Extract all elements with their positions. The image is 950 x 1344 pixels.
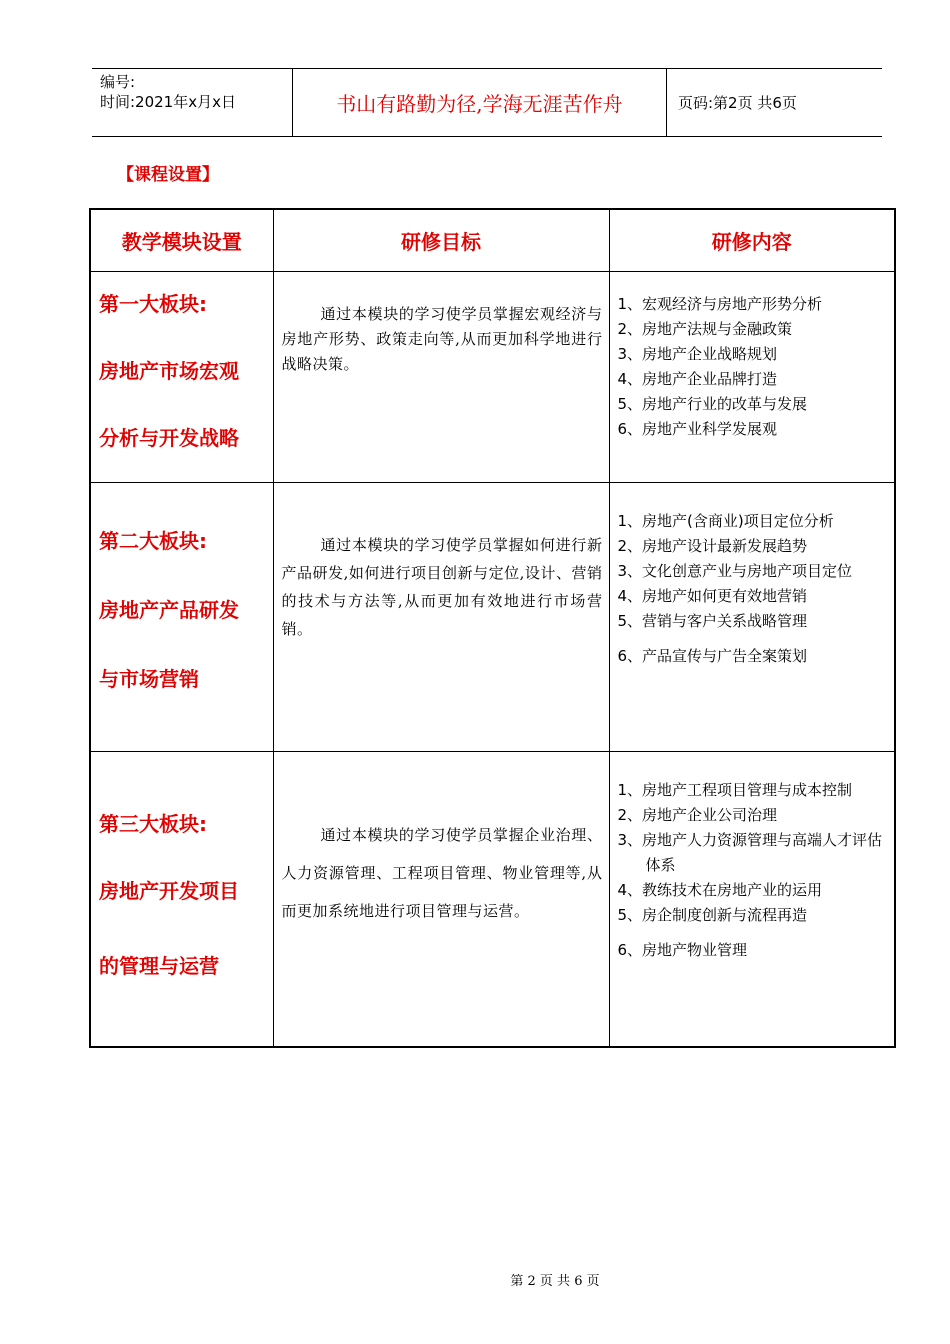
list-item: 3、房地产企业战略规划 — [617, 345, 778, 363]
goal-text: 通过本模块的学习使学员掌握如何进行新产品研发,如何进行项目创新与定位,设计、营销的技术与方法等,从而更加有效地进行市场营销。 — [281, 536, 603, 638]
list-item: 4、教练技术在房地产业的运用 — [617, 881, 823, 899]
list-item: 6、产品宣传与广告全案策划 — [617, 647, 808, 665]
page-header — [92, 68, 882, 137]
header-motto: 书山有路勤为径,学海无涯苦作舟 — [292, 69, 667, 136]
table-row — [90, 272, 895, 483]
section-title: 【课程设置】 — [117, 165, 219, 185]
module-name-line: 房地产市场宏观 — [99, 359, 239, 383]
list-item: 1、房地产(含商业)项目定位分析 — [617, 512, 834, 530]
table-header-row — [90, 209, 895, 272]
list-item: 4、房地产如何更有效地营销 — [617, 587, 808, 605]
module-title: 第一大板块: — [99, 292, 207, 316]
list-item: 5、营销与客户关系战略管理 — [617, 612, 808, 630]
header-meta — [92, 69, 292, 136]
document-time-label: 时间:2021年x月x日 — [100, 93, 236, 111]
list-item: 5、房地产行业的改革与发展 — [617, 395, 808, 413]
module-title: 第二大板块: — [99, 529, 207, 553]
document-number-label: 编号: — [100, 73, 136, 91]
goal-cell — [273, 752, 609, 1048]
goal-cell — [273, 272, 609, 483]
list-item: 6、房地产物业管理 — [617, 941, 748, 959]
header-content: 研修内容 — [609, 209, 895, 272]
content-list — [618, 292, 895, 442]
content-cell — [609, 752, 895, 1048]
module-name-line: 房地产产品研发 — [99, 598, 239, 622]
list-item: 2、房地产设计最新发展趋势 — [617, 537, 808, 555]
goal-text: 通过本模块的学习使学员掌握宏观经济与房地产形势、政策走向等,从而更加科学地进行战略决策。 — [281, 305, 603, 373]
module-title: 第三大板块: — [99, 812, 207, 836]
list-item: 4、房地产企业品牌打造 — [617, 370, 778, 388]
table-row — [90, 483, 895, 752]
list-item: 2、房地产法规与金融政策 — [617, 320, 793, 338]
header-module: 教学模块设置 — [90, 209, 273, 272]
content-list — [618, 778, 895, 963]
module-cell — [90, 752, 273, 1048]
list-item: 1、房地产工程项目管理与成本控制 — [617, 781, 853, 799]
page-footer: 第 2 页 共 6 页 — [510, 1274, 600, 1289]
module-name-line: 与市场营销 — [99, 667, 199, 691]
module-name-line: 的管理与运营 — [99, 954, 219, 978]
list-item: 3、房地产人力资源管理与高端人才评估体系 — [617, 831, 883, 874]
goal-cell — [273, 483, 609, 752]
goal-text: 通过本模块的学习使学员掌握企业治理、人力资源管理、工程项目管理、物业管理等,从而更加系统地进行项目管理与运营。 — [281, 826, 603, 920]
module-name-line: 房地产开发项目 — [99, 879, 239, 903]
header-goal: 研修目标 — [273, 209, 609, 272]
table-row — [90, 752, 895, 1048]
module-cell — [90, 483, 273, 752]
list-item: 2、房地产企业公司治理 — [617, 806, 778, 824]
course-table — [89, 208, 896, 1048]
module-name-line: 分析与开发战略 — [99, 426, 239, 450]
list-item: 3、文化创意产业与房地产项目定位 — [617, 562, 853, 580]
list-item: 1、宏观经济与房地产形势分析 — [617, 295, 823, 313]
content-cell — [609, 483, 895, 752]
header-page-code: 页码:第2页 共6页 — [678, 94, 797, 112]
module-cell — [90, 272, 273, 483]
list-item: 6、房地产业科学发展观 — [617, 420, 778, 438]
list-item: 5、房企制度创新与流程再造 — [617, 906, 808, 924]
content-list — [618, 509, 895, 669]
content-cell — [609, 272, 895, 483]
